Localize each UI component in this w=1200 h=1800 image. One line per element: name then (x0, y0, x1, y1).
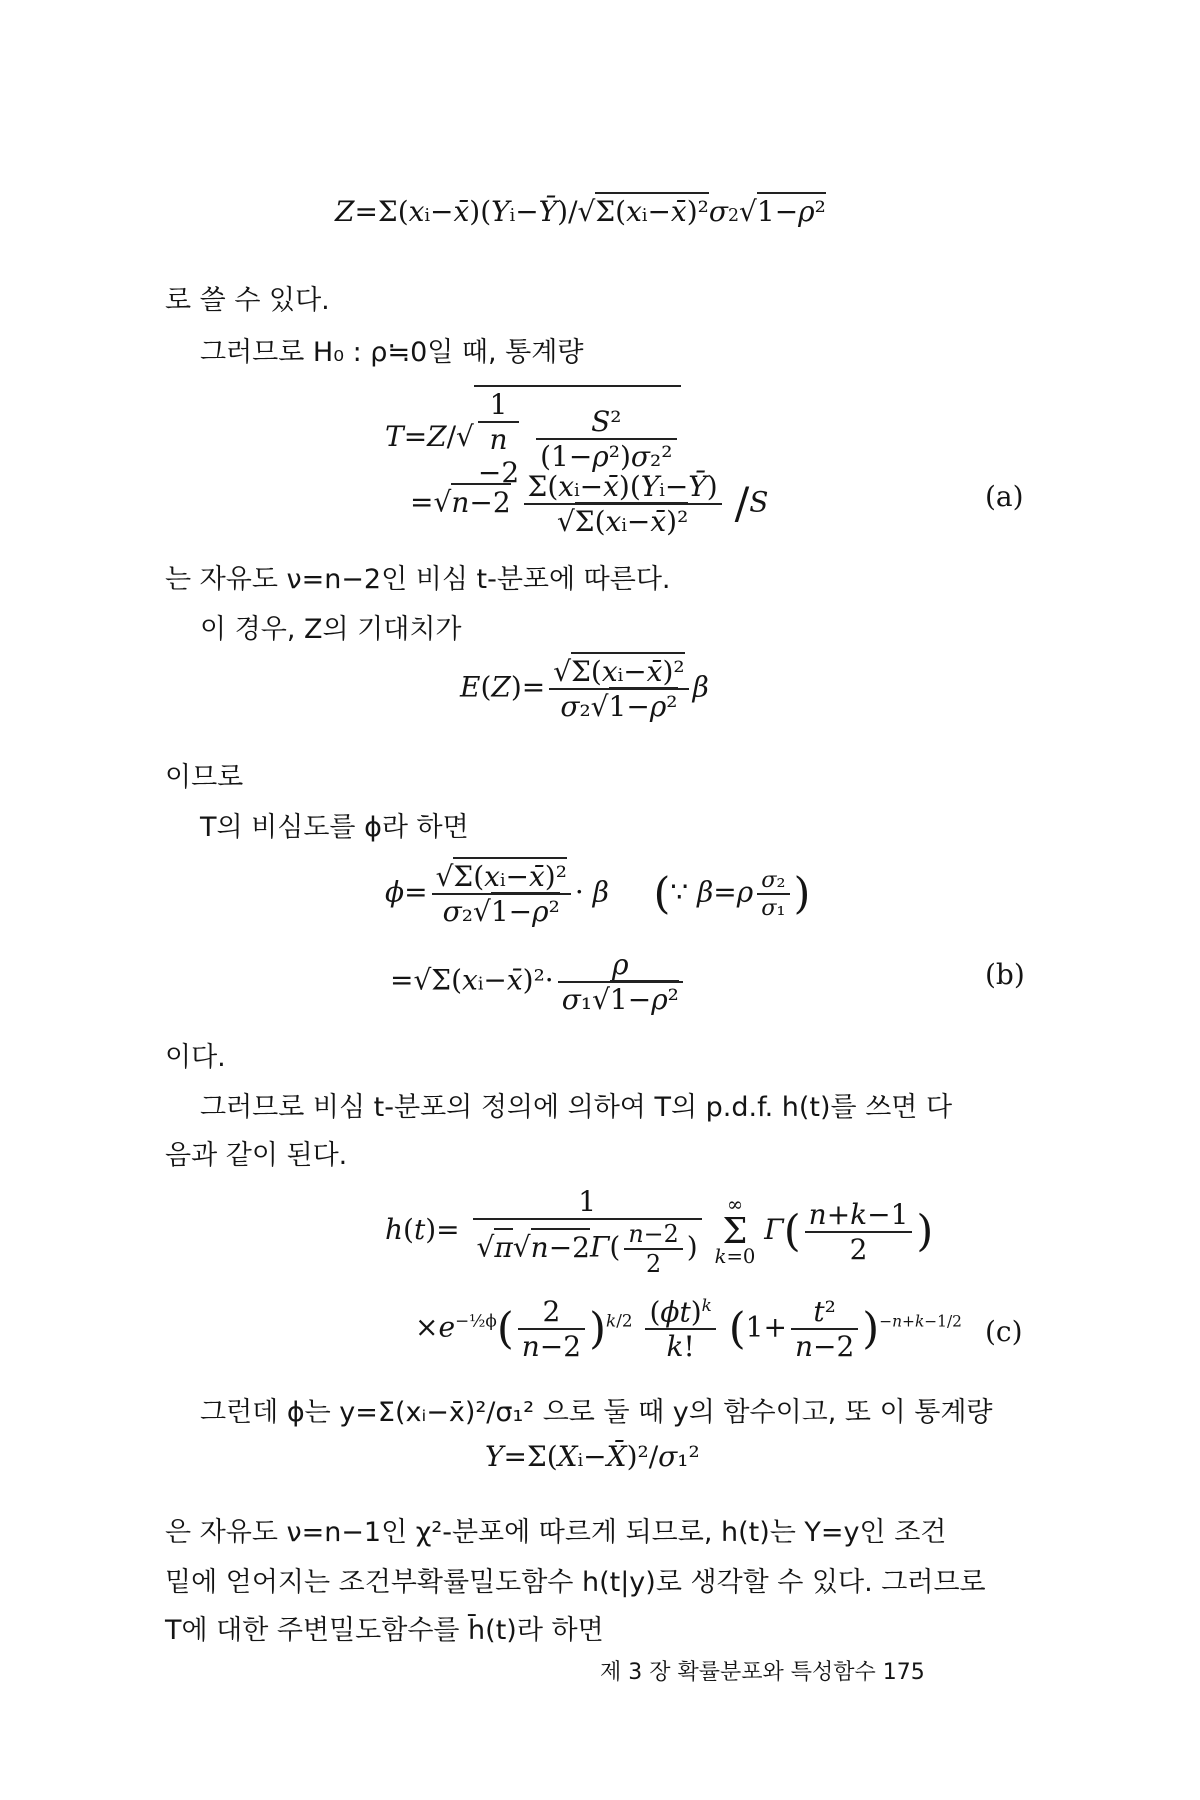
paragraph-chi-line3: T에 대한 주변밀도함수를 h̄(t)라 하면 (165, 1615, 604, 1646)
equation-y: Y=Σ(Xi−X̄)²/σ₁² (485, 1440, 700, 1473)
equation-label-c: (c) (985, 1315, 1023, 1348)
page-footer: 제 3 장 확률분포와 특성함수 175 (600, 1660, 925, 1685)
paragraph-pdf-line2: 음과 같이 된다. (165, 1140, 348, 1171)
equation-ez: E(Z)= $\frac{\text{√Σ(xi−x̄)²}}{\text{σ₂√1−ρ²}}$ β (460, 655, 709, 723)
equation-phi2: =√Σ(xi−x̄)²· $\frac{\rho}{\text{σ₁√1−ρ²}}$ (390, 948, 687, 1016)
equation-phi1: ϕ= $\frac{\text{√Σ(xi−x̄)²}}{\text{σ₂√1−ρ²}}$ · β (∵ β=ρ $\frac{\text{σ₂}}{\text{σ₁}}$ ) (385, 860, 810, 928)
paragraph-phi-y: 그런데 ϕ는 y=Σ(xᵢ−x̄)²/σ₁² 으로 둘 때 y의 함수이고, 또 이 통계량 (200, 1397, 993, 1428)
paragraph-write: 로 쓸 수 있다. (165, 285, 330, 316)
equation-h2: $\times e^{-\frac{1}{2}\phi}$( $\frac{2}{n-2}$ )$^{k/2}$ $\frac{(\phi t)^k}{k!}$ (1+ $\frac{\text{t²}}{n-2}$ )$^{-n+k-1/2}$ (415, 1295, 962, 1364)
equation-t2: =√n−2 $\frac{\Sigma(xi-x̄)(Yi-Ȳ)}{\text{√Σ(xi−x̄)²}}$ /S (410, 470, 769, 538)
equation-h1: h(t)= 1 √π√n−2Γ( $\frac{n-2}{2}$ ) ∞ Σ k=0 Γ( $\frac{n+k-1}{2}$ ) (385, 1185, 934, 1278)
equation-label-a: (a) (985, 480, 1024, 513)
paragraph-is: 이다. (165, 1042, 226, 1073)
paragraph-follows: 는 자유도 ν=n−2인 비심 t-분포에 따른다. (165, 564, 671, 595)
equation-label-b: (b) (985, 958, 1025, 991)
paragraph-therefore: 그러므로 H₀ : ρ≒0일 때, 통계량 (200, 337, 584, 368)
paragraph-noncentrality: T의 비심도를 ϕ라 하면 (200, 812, 469, 843)
equation-t1: T=Z/√ 1 n −2 $\frac{\text{S²}}{\text{(1−ρ²)σ₂²}}$ (385, 385, 681, 489)
paragraph-chi-line2: 밑에 얻어지는 조건부확률밀도함수 h(t|y)로 생각할 수 있다. 그러므로 (165, 1567, 986, 1598)
paragraph-case: 이 경우, Z의 기대치가 (200, 614, 462, 645)
paragraph-since: 이므로 (165, 762, 244, 793)
equation-z: Z=Σ(xi−x̄)(Yi−Ȳ)/√Σ(xi−x̄)²σ2√1−ρ² (335, 195, 826, 228)
paragraph-chi-line1: 은 자유도 ν=n−1인 χ²-분포에 따르게 되므로, h(t)는 Y=y인 조건 (165, 1517, 947, 1548)
paragraph-pdf-line1: 그러므로 비심 t-분포의 정의에 의하여 T의 p.d.f. h(t)를 쓰면 다 (200, 1092, 953, 1123)
